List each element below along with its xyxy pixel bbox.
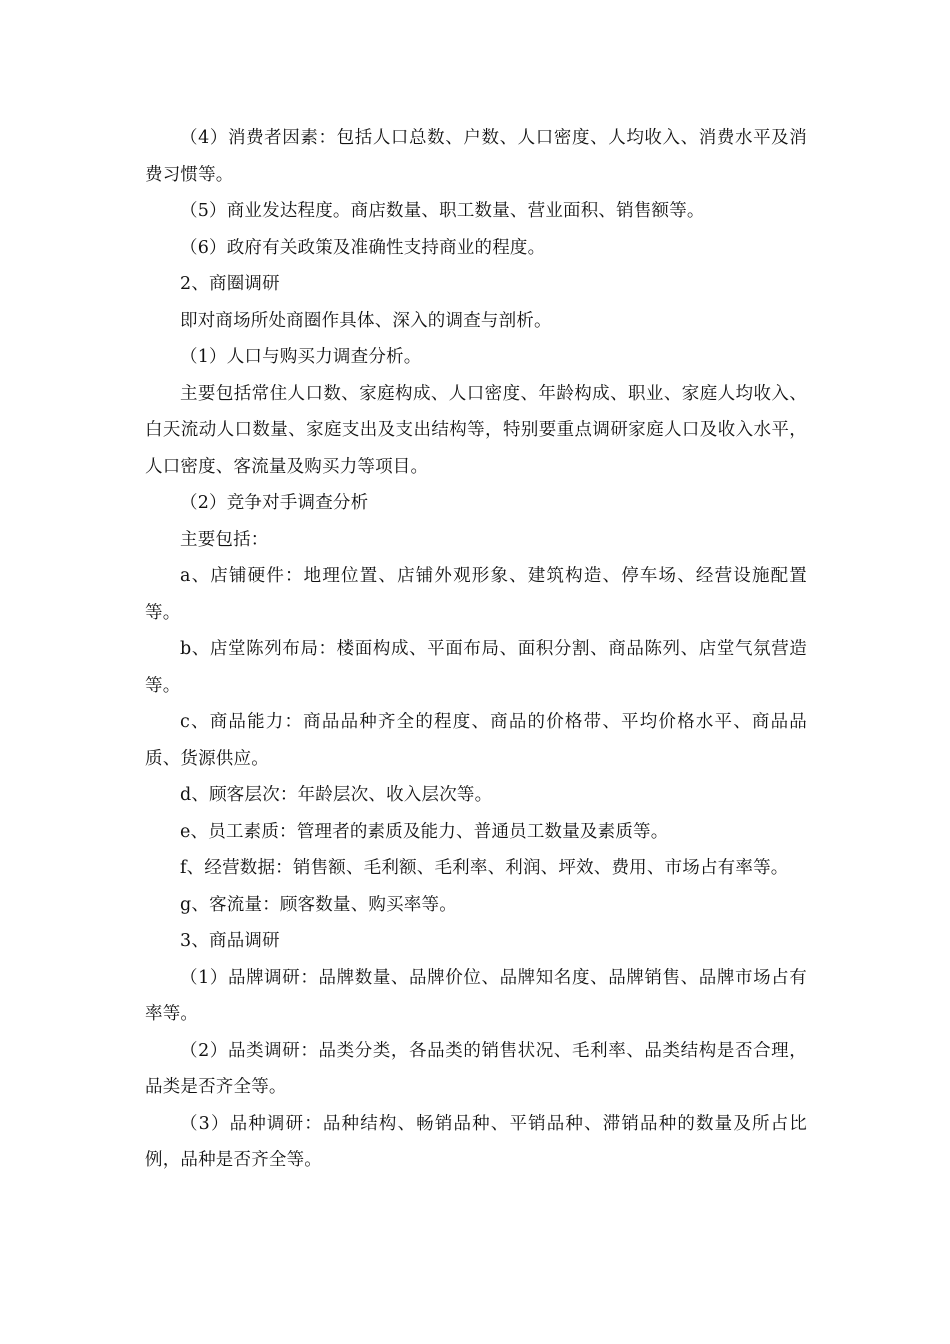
paragraph-main-includes: 主要包括： [180,529,269,550]
document-body [145,120,807,1179]
list-item-customer-flow: g、客流量：顾客数量、购买率等。 [180,894,457,915]
list-item-operating-data: f、经营数据：销售额、毛利额、毛利率、利润、坪效、费用、市场占有率等。 [180,858,789,878]
paragraph-brand-research: （1）品牌调研：品牌数量、品牌价位、品牌知名度、品牌销售、品牌市场占有率等。 [145,967,807,1024]
paragraph-trade-area-intro: 即对商场所处商圈作具体、深入的调查与剖析。 [180,310,552,331]
paragraph-population-details: 主要包括常住人口数、家庭构成、人口密度、年龄构成、职业、家庭人均收入、白天流动人口数量、家庭支出及支出结构等，特别要重点调研家庭人口及收入水平，人口密度、客流量及购买力等项目。 [145,383,807,477]
paragraph-government-policy: （6）政府有关政策及准确性支持商业的程度。 [180,237,546,258]
section-heading-product-research: 3、商品调研 [180,931,280,951]
subheading-competitor-analysis: （2）竞争对手调查分析 [180,493,369,513]
list-item-staff-quality: e、员工素质：管理者的素质及能力、普通员工数量及素质等。 [180,821,669,842]
paragraph-consumer-factors: （4）消费者因素：包括人口总数、户数、人口密度、人均收入、消费水平及消费习惯等。 [145,128,807,185]
subheading-population-purchasing: （1）人口与购买力调查分析。 [180,347,422,367]
paragraph-category-research: （2）品类调研：品类分类，各品类的销售状况、毛利率、品类结构是否合理，品类是否齐全等。 [145,1040,807,1097]
list-item-store-layout: b、店堂陈列布局：楼面构成、平面布局、面积分割、商品陈列、店堂气氛营造等。 [145,639,807,696]
list-item-customer-level: d、顾客层次：年龄层次、收入层次等。 [180,785,493,805]
list-item-store-hardware: a、店铺硬件：地理位置、店铺外观形象、建筑构造、停车场、经营设施配置等。 [145,566,807,623]
paragraph-variety-research: （3）品种调研：品种结构、畅销品种、平销品种、滞销品种的数量及所占比例，品种是否齐全等。 [145,1113,807,1170]
paragraph-commerce-level: （5）商业发达程度。商店数量、职工数量、营业面积、销售额等。 [180,201,705,221]
list-item-merchandise-capability: c、商品能力：商品品种齐全的程度、商品的价格带、平均价格水平、商品品质、货源供应。 [145,712,807,769]
section-heading-trade-area: 2、商圈调研 [180,274,280,294]
